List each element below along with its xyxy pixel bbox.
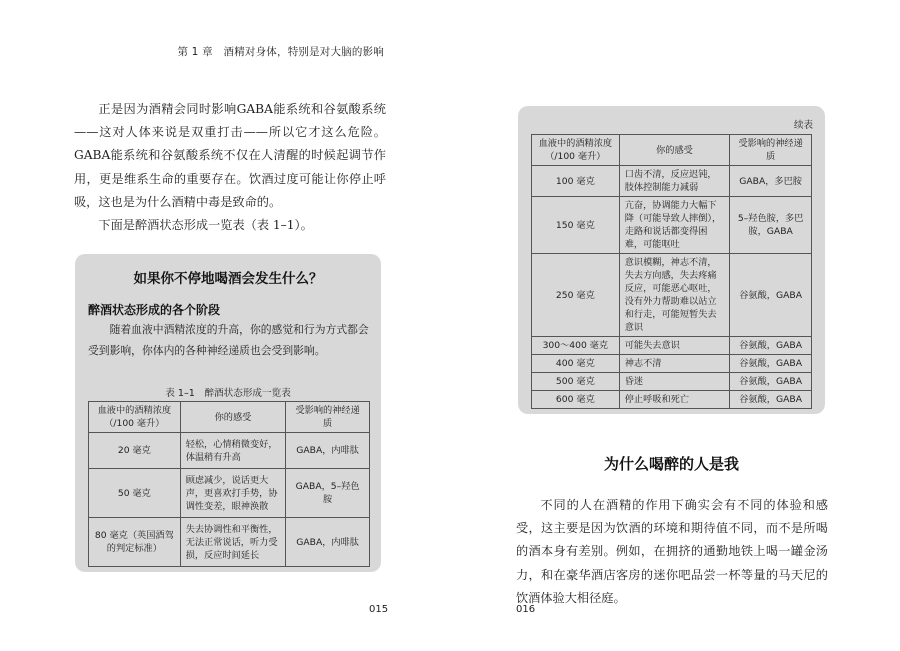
table-cell: 5–羟色胺，多巴胺，GABA xyxy=(730,197,812,254)
table-row xyxy=(89,518,370,567)
table-cell: 300～400 毫克 xyxy=(532,337,620,355)
table-cell: 400 毫克 xyxy=(532,355,620,373)
continued-label: 续表 xyxy=(793,120,813,131)
table-cell: 可能失去意识 xyxy=(619,337,730,355)
table-cell: 失去协调性和平衡性，无法正常说话，听力受损，反应时间延长 xyxy=(180,518,286,567)
page-number: 016 xyxy=(516,604,536,615)
table-cell: 昏迷 xyxy=(619,373,730,391)
table-cell: 50 毫克 xyxy=(89,469,181,518)
table-header-row xyxy=(89,402,370,433)
table-cell: 口齿不清，反应迟钝，肢体控制能力减弱 xyxy=(619,166,730,197)
table-cell: 谷氨酸，GABA xyxy=(730,391,812,409)
table-header-row xyxy=(532,135,812,166)
table-cell: 250 毫克 xyxy=(532,254,620,337)
paragraph: 不同的人在酒精的作用下确实会有不同的体验和感受，这主要是因为饮酒的环境和期待值不同，而不是所喝的酒本身有差别。例如，在拥挤的通勤地铁上喝一罐金汤力，和在豪华酒店客房的迷你吧品尝一杯等量的马天尼的饮酒体验大相径庭。 xyxy=(516,498,828,605)
table-row xyxy=(532,337,812,355)
column-header: 血液中的酒精浓度（/100 毫升） xyxy=(532,135,620,166)
box-paragraph: 随着血液中酒精浓度的升高，你的感觉和行为方式都会受到影响，你体内的各种神经递质也会受到影响。 xyxy=(88,323,369,357)
table-row xyxy=(89,433,370,469)
table-cell: 意识模糊，神志不清，失去方向感，失去疼痛反应，可能恶心呕吐，没有外力帮助难以站立和行走，可能短暂失去意识 xyxy=(619,254,730,337)
table-row xyxy=(532,373,812,391)
body-text xyxy=(74,98,386,237)
table-cell: GABA，5–羟色胺 xyxy=(286,469,370,518)
table-cell: 500 毫克 xyxy=(532,373,620,391)
table-cell: 谷氨酸，GABA xyxy=(730,254,812,337)
data-table xyxy=(531,134,812,409)
table-cell: 神志不清 xyxy=(619,355,730,373)
table-row xyxy=(89,469,370,518)
box-text xyxy=(88,320,370,361)
table-row xyxy=(532,391,812,409)
table-cell: 600 毫克 xyxy=(532,391,620,409)
section-heading: 为什么喝醉的人是我 xyxy=(603,455,739,473)
table-cell: GABA，内啡肽 xyxy=(286,518,370,567)
table-row xyxy=(532,166,812,197)
paragraph: 正是因为酒精会同时影响GABA能系统和谷氨酸系统——这对人体来说是双重打击——所以它才这么危险。GABA能系统和谷氨酸系统不仅在人清醒的时候起调节作用，更是维系生命的重要存在。饮酒过度可能让你停止呼吸，这也是为什么酒精中毒是致命的。 xyxy=(74,102,386,209)
table-row xyxy=(532,355,812,373)
table-cell: GABA，多巴胺 xyxy=(730,166,812,197)
table-cell: 20 毫克 xyxy=(89,433,181,469)
table-caption: 表 1–1 醉酒状态形成一览表 xyxy=(165,388,291,399)
table-cell: 80 毫克（英国酒驾的判定标准） xyxy=(89,518,181,567)
table-cell: 顾虑减少，说话更大声，更喜欢打手势，协调性变差，眼神涣散 xyxy=(180,469,286,518)
table-cell: 亢奋，协调能力大幅下降（可能导致人摔倒），走路和说话都变得困难，可能呕吐 xyxy=(619,197,730,254)
table-box xyxy=(518,106,825,414)
column-header: 血液中的酒精浓度（/100 毫升） xyxy=(89,402,181,433)
table-cell: 停止呼吸和死亡 xyxy=(619,391,730,409)
running-head: 第 1 章 酒精对身体，特别是对大脑的影响 xyxy=(177,46,384,58)
table-cell: 轻松，心情稍微变好，体温稍有升高 xyxy=(180,433,286,469)
box-title: 如果你不停地喝酒会发生什么？ xyxy=(133,271,323,287)
table-cell: 谷氨酸，GABA xyxy=(730,355,812,373)
column-header: 受影响的神经递质 xyxy=(730,135,812,166)
table-cell: 谷氨酸，GABA xyxy=(730,337,812,355)
table-row xyxy=(532,254,812,337)
column-header: 受影响的神经递质 xyxy=(286,402,370,433)
right-page xyxy=(450,0,900,651)
column-header: 你的感受 xyxy=(619,135,730,166)
paragraph: 下面是醉酒状态形成一览表（表 1–1）。 xyxy=(98,218,313,233)
table-cell: 谷氨酸，GABA xyxy=(730,373,812,391)
body-text xyxy=(516,494,828,610)
page-number: 015 xyxy=(369,604,389,615)
column-header: 你的感受 xyxy=(180,402,286,433)
table-cell: 150 毫克 xyxy=(532,197,620,254)
table-cell: 100 毫克 xyxy=(532,166,620,197)
sidebar-box xyxy=(75,254,381,572)
table-cell: GABA，内啡肽 xyxy=(286,433,370,469)
table-row xyxy=(532,197,812,254)
box-subtitle: 醉酒状态形成的各个阶段 xyxy=(88,303,221,317)
data-table xyxy=(88,401,370,567)
